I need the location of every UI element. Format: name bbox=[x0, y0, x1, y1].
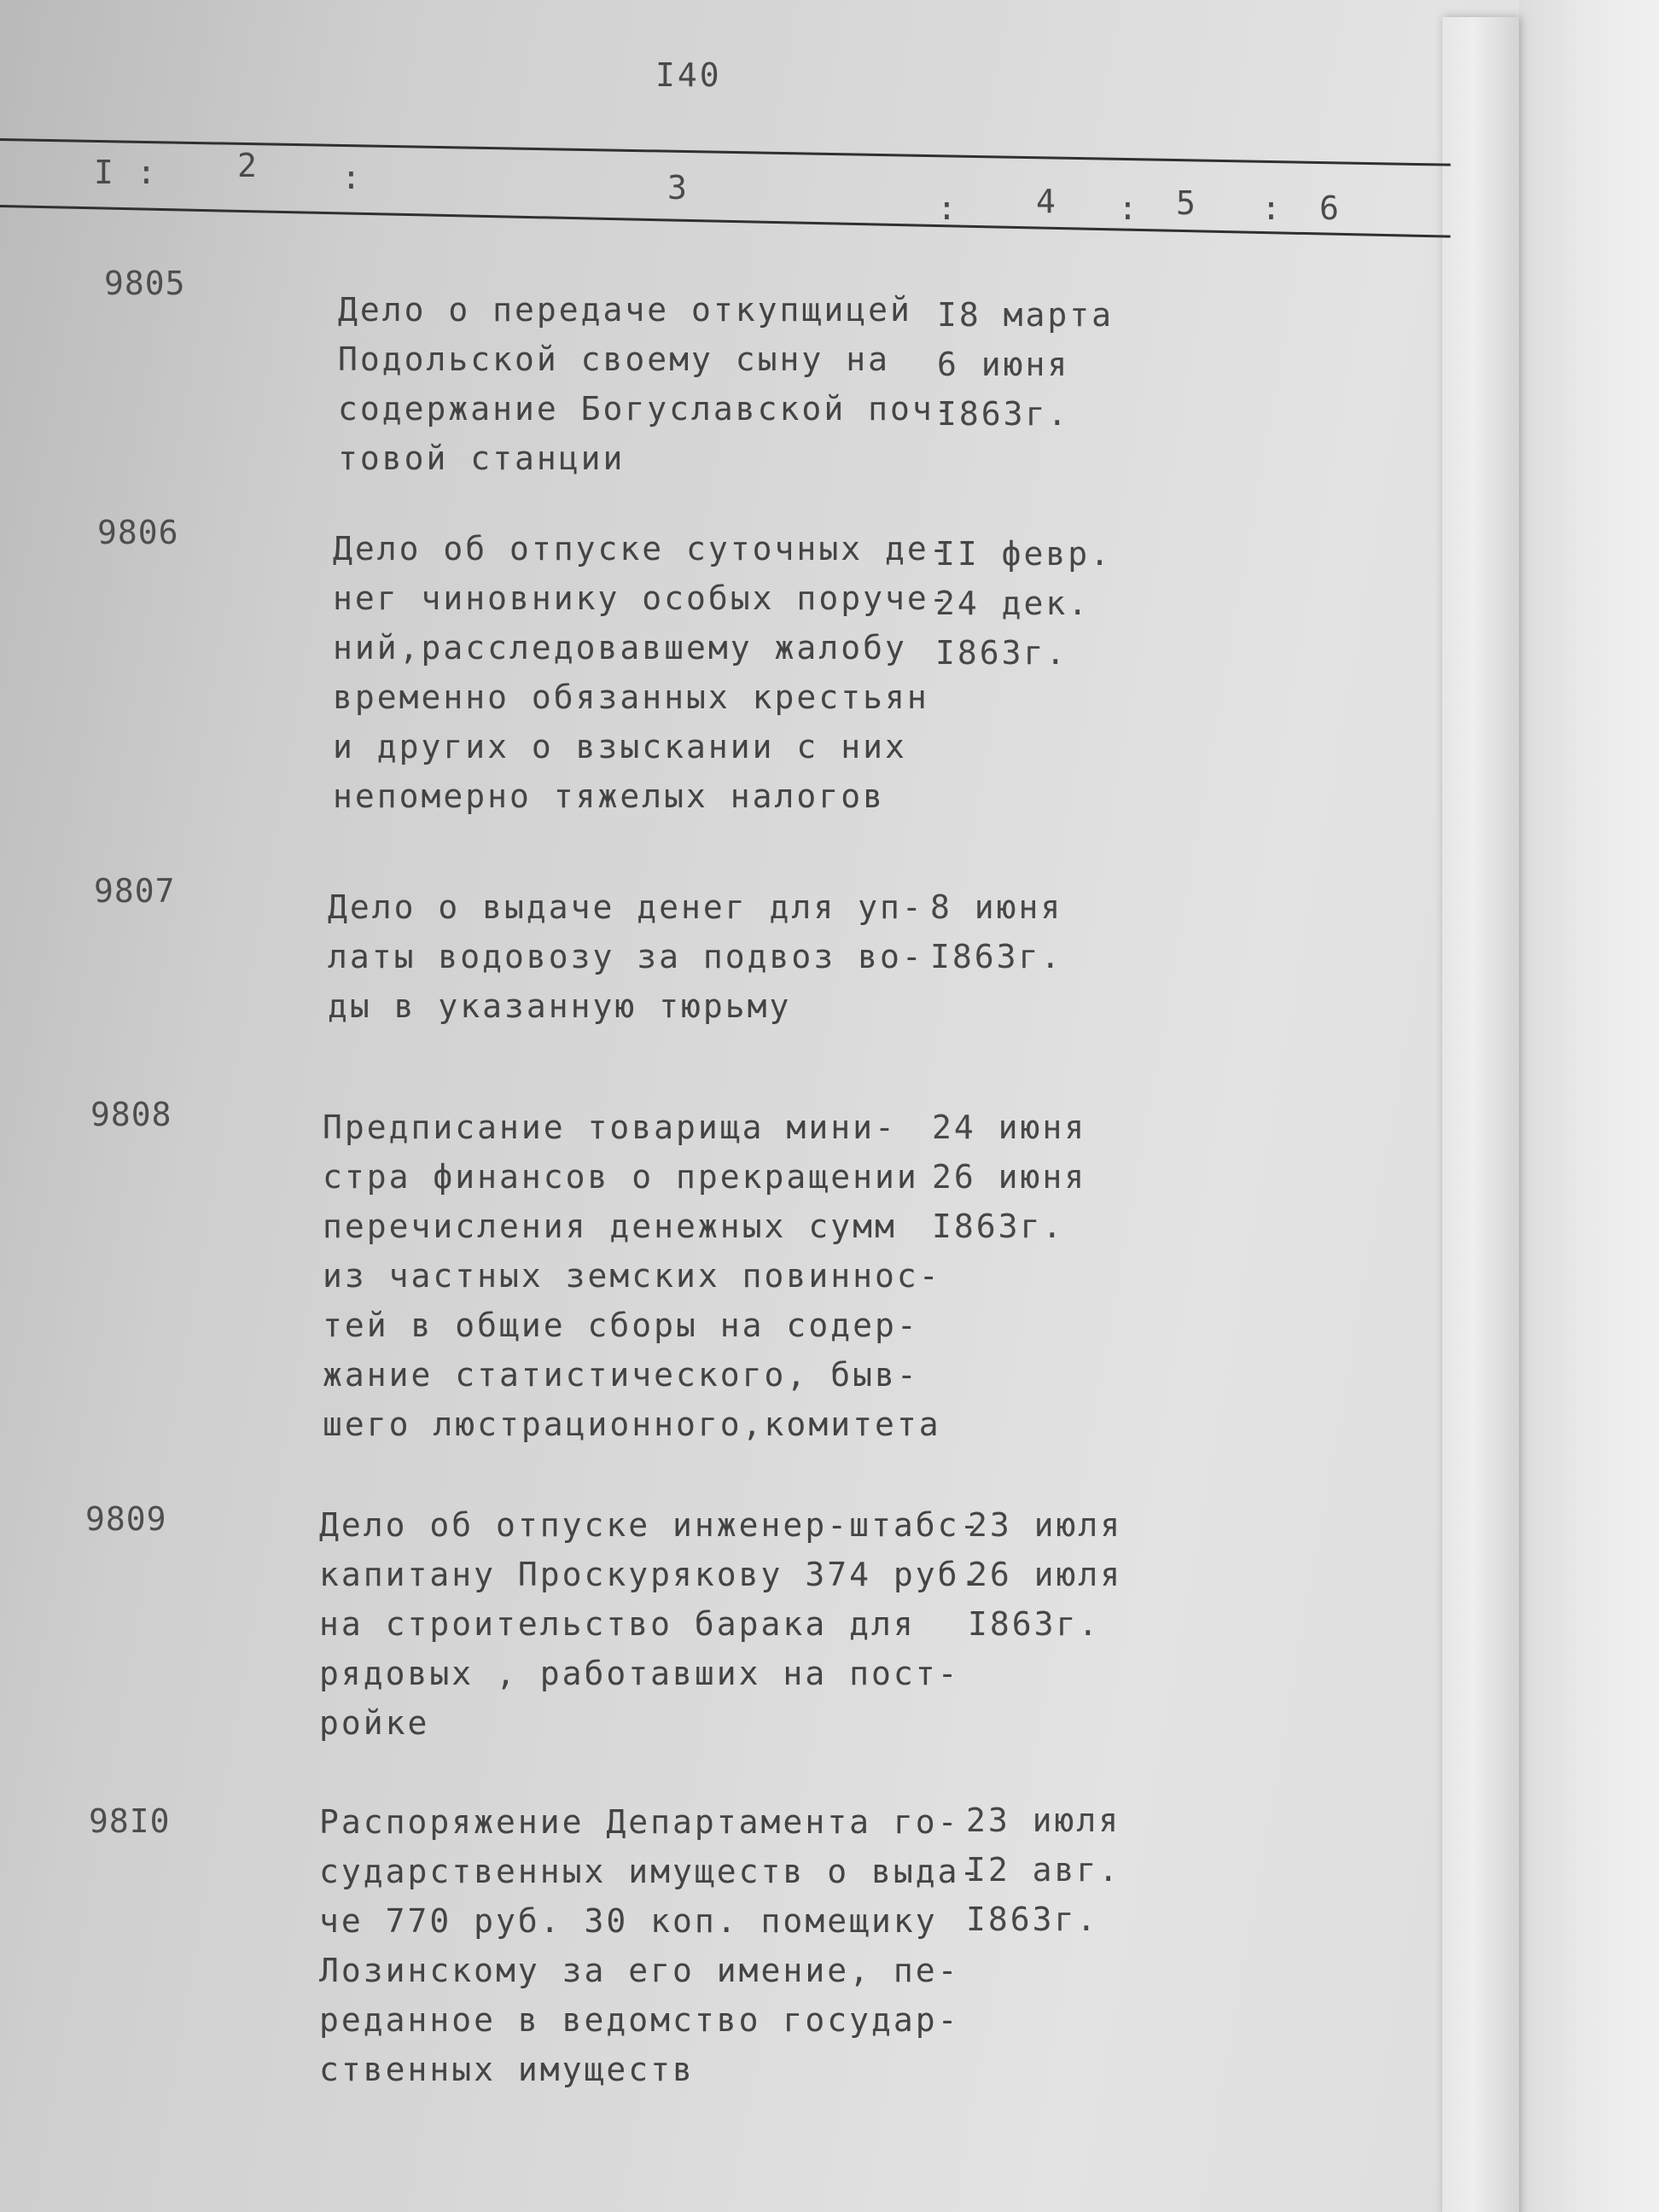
date-line: 26 июня bbox=[932, 1158, 1087, 1196]
description-line: ройке bbox=[319, 1704, 430, 1742]
record-dates bbox=[930, 882, 1062, 981]
date-line: 23 июля bbox=[968, 1506, 1123, 1544]
record-description bbox=[319, 1500, 981, 1748]
description-line: стра финансов о прекращении bbox=[323, 1158, 919, 1196]
record-dates bbox=[935, 529, 1112, 678]
record-description bbox=[323, 1103, 941, 1449]
description-line: жание статистического, быв- bbox=[323, 1356, 919, 1394]
record-description bbox=[319, 1797, 981, 2094]
description-line: ды в указанную тюрьму bbox=[328, 987, 792, 1025]
description-line: шего люстрационного,комитета bbox=[323, 1406, 941, 1443]
description-line: и других о взыскании с них bbox=[333, 728, 907, 765]
record-description bbox=[333, 524, 952, 821]
record-number: 9805 bbox=[104, 265, 186, 302]
column-header-4: 4 bbox=[1036, 183, 1058, 220]
column-separator: : bbox=[137, 154, 159, 191]
column-header-5: 5 bbox=[1176, 184, 1198, 222]
date-line: I2 авг. bbox=[966, 1851, 1121, 1889]
date-line: 24 июня bbox=[932, 1109, 1087, 1146]
date-line: 6 июня bbox=[937, 346, 1070, 383]
description-line: товой станции bbox=[338, 439, 626, 477]
column-separator: : bbox=[341, 159, 364, 196]
description-line: Предписание товарища мини- bbox=[323, 1109, 897, 1146]
date-line: I863г. bbox=[937, 395, 1070, 433]
description-line: содержание Богуславской поч- bbox=[338, 390, 957, 428]
column-separator: : bbox=[937, 189, 959, 227]
description-line: ственных имуществ bbox=[319, 2051, 695, 2088]
date-line: I863г. bbox=[966, 1901, 1099, 1938]
record-number: 9806 bbox=[97, 514, 179, 551]
date-line: 26 июля bbox=[968, 1556, 1123, 1593]
description-line: Распоряжение Департамента го- bbox=[319, 1803, 960, 1841]
date-line: I863г. bbox=[968, 1605, 1101, 1643]
record-number: 9807 bbox=[94, 872, 176, 910]
date-line: 24 дек. bbox=[935, 585, 1091, 622]
description-line: Дело об отпуске суточных де- bbox=[333, 530, 952, 568]
date-line: I8 марта bbox=[937, 296, 1115, 334]
description-line: рядовых , работавших на пост- bbox=[319, 1655, 960, 1692]
description-line: на строительство барака для bbox=[319, 1605, 916, 1643]
column-header-6: 6 bbox=[1319, 189, 1342, 227]
column-header-3: 3 bbox=[667, 169, 690, 207]
description-line: Дело об отпуске инженер-штабс- bbox=[319, 1506, 982, 1544]
record-description bbox=[328, 882, 924, 1031]
column-separator: : bbox=[1118, 189, 1140, 227]
description-line: нег чиновнику особых поруче- bbox=[333, 579, 952, 617]
description-line: тей в общие сборы на содер- bbox=[323, 1307, 919, 1344]
description-line: сударственных имуществ о выда- bbox=[319, 1853, 982, 1890]
record-number: 9809 bbox=[85, 1500, 167, 1538]
column-header-2: 2 bbox=[237, 147, 259, 184]
description-line: Дело о выдаче денег для уп- bbox=[328, 888, 924, 926]
description-line: перечисления денежных сумм bbox=[323, 1208, 897, 1245]
description-line: капитану Проскурякову 374 руб. bbox=[319, 1556, 982, 1593]
record-description bbox=[338, 285, 957, 483]
header-bottom-rule bbox=[0, 205, 1451, 238]
date-line: 23 июля bbox=[966, 1802, 1121, 1839]
record-dates bbox=[966, 1796, 1121, 1944]
column-separator: : bbox=[1261, 189, 1284, 227]
date-line: I863г. bbox=[935, 634, 1068, 672]
date-line: II февр. bbox=[935, 535, 1113, 573]
description-line: латы водовозу за подвоз во- bbox=[328, 938, 924, 975]
record-dates bbox=[968, 1500, 1122, 1649]
underlying-sheet bbox=[1519, 0, 1659, 2212]
date-line: I863г. bbox=[930, 938, 1063, 975]
page-edge bbox=[1442, 17, 1519, 2212]
record-dates bbox=[932, 1103, 1086, 1251]
description-line: временно обязанных крестьян bbox=[333, 678, 929, 716]
column-header-1: I bbox=[94, 154, 116, 191]
description-line: Подольской своему сыну на bbox=[338, 341, 890, 378]
record-number: 9808 bbox=[90, 1096, 172, 1133]
description-line: Лозинскому за его имение, пе- bbox=[319, 1952, 960, 1989]
description-line: Дело о передаче откупщицей bbox=[338, 291, 912, 329]
date-line: 8 июня bbox=[930, 888, 1063, 926]
header-top-rule bbox=[0, 138, 1451, 166]
record-dates bbox=[937, 290, 1114, 439]
page-number: I40 bbox=[655, 56, 722, 94]
date-line: I863г. bbox=[932, 1208, 1065, 1245]
description-line: ний,расследовавшему жалобу bbox=[333, 629, 907, 667]
description-line: из частных земских повиннос- bbox=[323, 1257, 941, 1295]
description-line: непомерно тяжелых налогов bbox=[333, 777, 885, 815]
description-line: реданное в ведомство государ- bbox=[319, 2001, 960, 2039]
description-line: че 770 руб. 30 коп. помещику bbox=[319, 1902, 938, 1940]
record-number: 98I0 bbox=[89, 1802, 171, 1840]
